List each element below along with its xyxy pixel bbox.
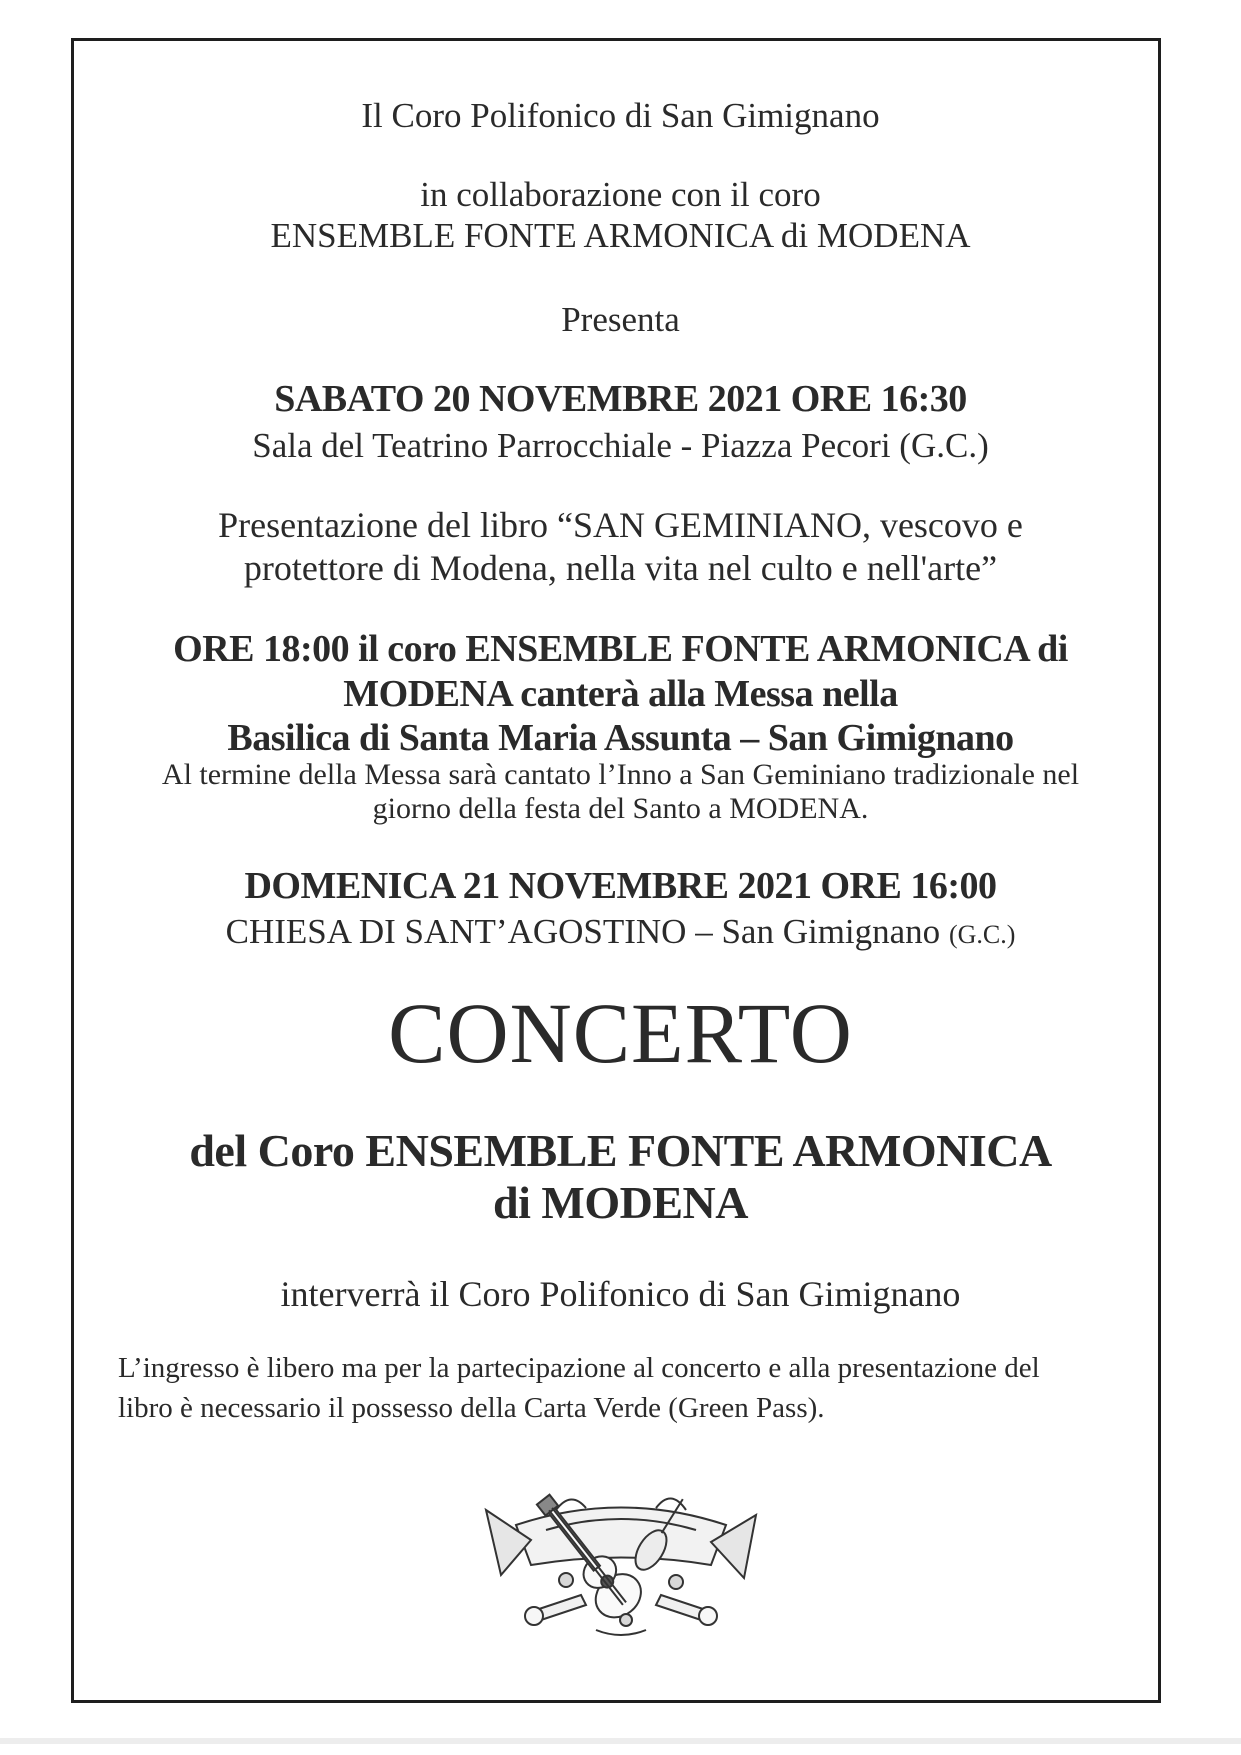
event2-venue <box>0 914 1241 949</box>
choir-line2: di MODENA <box>493 1177 748 1228</box>
mass-note-line2: giorno della festa del Santo a MODENA. <box>372 792 869 825</box>
event1-venue: Sala del Teatrino Parrocchiale - Piazza Pecori (G.C.) <box>252 426 989 465</box>
collaboration-line: in collaborazione con il coro <box>420 175 821 214</box>
book-title-line2: protettore di Modena, nella vita nel culto e nell'arte” <box>243 548 998 588</box>
organizer-line: Il Coro Polifonico di San Gimignano <box>361 96 880 135</box>
mass-line3: Basilica di Santa Maria Assunta – San Gimignano <box>227 717 1014 759</box>
musical-instruments-ornament-icon <box>476 1470 766 1640</box>
event2-heading: DOMENICA 21 NOVEMBRE 2021 ORE 16:00 <box>244 865 997 907</box>
guest-choir-line: interverrà il Coro Polifonico di San Gimignano <box>280 1274 961 1314</box>
presenta-line: Presenta <box>561 300 680 339</box>
concerto-title: CONCERTO <box>388 985 853 1081</box>
entry-notice-line1: L’ingresso è libero ma per la partecipazione al concerto e alla presentazione del <box>118 1352 1040 1384</box>
entry-notice <box>118 1348 1148 1428</box>
mass-line1: ORE 18:00 il coro ENSEMBLE FONTE ARMONICA di <box>173 628 1068 670</box>
mass-line2: MODENA canterà alla Messa nella <box>343 673 898 715</box>
guest-choir-name: ENSEMBLE FONTE ARMONICA di MODENA <box>270 216 971 255</box>
event2-venue-gc: (G.C.) <box>948 920 1016 949</box>
event2-venue-text: CHIESA DI SANT’AGOSTINO – San Gimignano <box>225 912 941 951</box>
choir-line1: del Coro ENSEMBLE FONTE ARMONICA <box>189 1125 1052 1176</box>
book-title-line1: Presentazione del libro “SAN GEMINIANO, vescovo e <box>218 505 1023 545</box>
event1-heading: SABATO 20 NOVEMBRE 2021 ORE 16:30 <box>274 378 967 420</box>
mass-note-line1: Al termine della Messa sarà cantato l’Inno a San Geminiano tradizionale nel <box>161 758 1080 791</box>
page-bottom-edge <box>0 1738 1241 1744</box>
entry-notice-line2: libro è necessario il possesso della Carta Verde (Green Pass). <box>118 1392 825 1424</box>
